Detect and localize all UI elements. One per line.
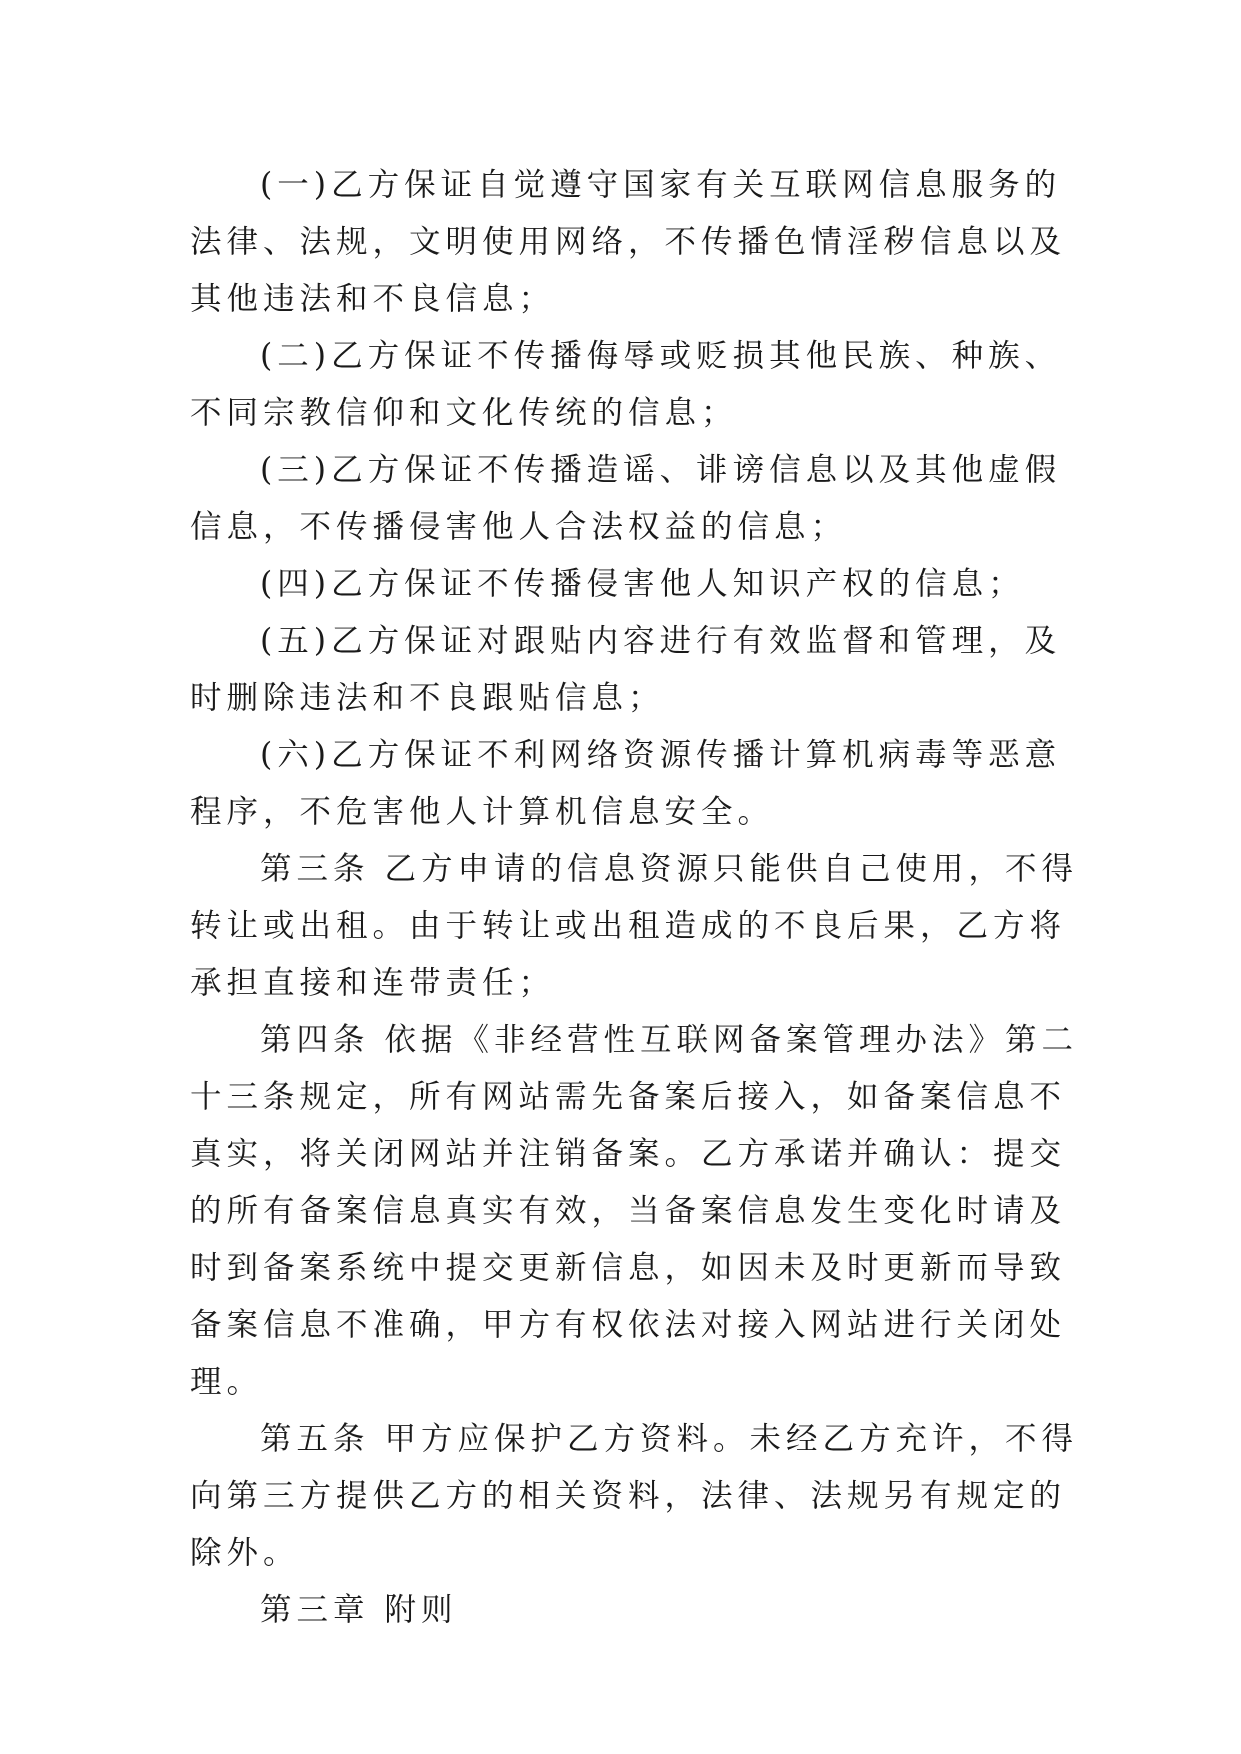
paragraph-item-5: (五)乙方保证对跟贴内容进行有效监督和管理，及时删除违法和不良跟贴信息； (190, 623, 1062, 716)
article-5: 第五条 甲方应保护乙方资料。未经乙方充许，不得向第三方提供乙方的相关资料，法律、法规另有规定的除外。 (190, 1421, 1079, 1571)
paragraph-item-4: (四)乙方保证不传播侵害他人知识产权的信息； (260, 566, 1025, 602)
paragraph-item-1: (一)乙方保证自觉遵守国家有关互联网信息服务的法律、法规，文明使用网络，不传播色情淫秽信息以及其他违法和不良信息； (190, 167, 1067, 317)
paragraph-item-2: (二)乙方保证不传播侮辱或贬损其他民族、种族、不同宗教信仰和文化传统的信息； (190, 338, 1062, 431)
paragraph-item-3: (三)乙方保证不传播造谣、诽谤信息以及其他虚假信息，不传播侵害他人合法权益的信息； (190, 452, 1062, 545)
article-4: 第四条 依据《非经营性互联网备案管理办法》第二十三条规定，所有网站需先备案后接入，如备案信息不真实，将关闭网站并注销备案。乙方承诺并确认：提交的所有备案信息真实有效，当备案信息发生变化时请及时到备案系统中提交更新信息，如因未及时更新而导致备案信息不准确，甲方有权依法对接入网站进行关闭处理。 (190, 1022, 1079, 1400)
article-3: 第三条 乙方申请的信息资源只能供自己使用，不得转让或出租。由于转让或出租造成的不良后果，乙方将承担直接和连带责任； (190, 851, 1079, 1001)
paragraph-item-6: (六)乙方保证不利网络资源传播计算机病毒等恶意程序，不危害他人计算机信息安全。 (190, 737, 1062, 830)
chapter-3-heading: 第三章 附则 (260, 1592, 458, 1628)
document-body (190, 157, 1085, 1639)
